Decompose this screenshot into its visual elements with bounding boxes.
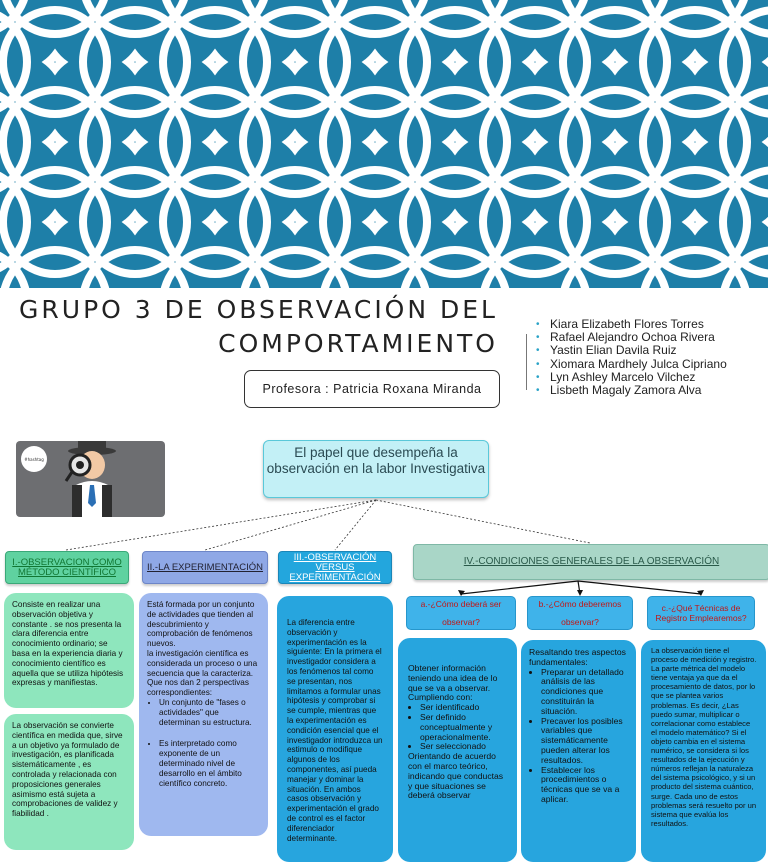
- list-item: • Ser identificado: [420, 703, 509, 713]
- professor-box: Profesora : Patricia Roxana Miranda: [244, 370, 500, 408]
- section-header-condiciones-generales: IV.-CONDICIONES GENERALES DE LA OBSERVACIÓN: [413, 544, 768, 580]
- list-item: • Ser definido conceptualmente y operacionalmente.: [420, 713, 509, 742]
- experimentacion-list: [147, 698, 260, 788]
- section-header-observacion-vs-experimentacion: III.-OBSERVACIÓN VERSUS EXPERIMENTACIÓN: [278, 551, 392, 584]
- experimentacion-intro: Está formada por un conjunto de actividades que tienden al descubrimiento y comprobación de fenómenos nuevos.: [147, 600, 255, 649]
- list-item: • Precaver los posibles variables que sistemáticamente pueden alterar los resultados.: [541, 717, 628, 766]
- member-item: • Rafael Alejandro Ochoa Rivera: [536, 331, 727, 344]
- experimentacion-line-2: la investigación científica es considerada un proceso o una secuencia que la caracteriza.: [147, 648, 258, 678]
- content-box-como-deberemos: [521, 640, 636, 862]
- list-item: • Un conjunto de "fases o actividades" que determinan su estructura.: [159, 698, 260, 727]
- como-debera-intro: Obtener información teniendo una idea de lo que se va a observar. Cumpliendo con:: [408, 663, 498, 703]
- member-item: • Lisbeth Magaly Zamora Alva: [536, 384, 727, 397]
- member-item: • Kiara Elizabeth Flores Torres: [536, 318, 727, 331]
- content-box-como-debera-ser: [398, 638, 517, 862]
- title-line-1: GRUPO 3 DE OBSERVACIÓN DEL: [19, 295, 498, 324]
- como-debera-list: [408, 703, 509, 752]
- subquestion-tecnicas-registro: c.-¿Qué Técnicas de Registro Emplearemos?: [647, 596, 755, 630]
- content-box-experimentacion: [139, 593, 268, 836]
- title-line-2: COMPORTAMIENTO: [218, 329, 498, 358]
- experimentacion-line-3: Que nos dan 2 perspectivas correspondientes:: [147, 678, 249, 698]
- central-concept-node: El papel que desempeña la observación en la labor Investigativa: [263, 440, 489, 498]
- content-box-observacion-2: La observación se convierte científica en medida que, sirve a un objetivo ya formulado de investigación, es planificada sistemáticamente , es controlada y relacionada con proposiciones generales asimismo está sujeta a comprobaciones de validez y fiabilidad .: [4, 714, 134, 850]
- member-item: • Yastin Elian Davila Ruiz: [536, 344, 727, 357]
- como-deberemos-intro: Resaltando tres aspectos fundamentales:: [529, 647, 626, 667]
- section-header-observacion-metodo: I.-OBSERVACION COMO MÉTODO CIENTÍFICO: [5, 551, 129, 584]
- section-header-experimentacion: II.-LA EXPERIMENTACIÓN: [142, 551, 268, 584]
- member-item: • Lyn Ashley Marcelo Vilchez: [536, 371, 727, 384]
- subquestion-como-debera-ser: a.-¿Cómo deberá ser observar?: [406, 596, 516, 630]
- hashtag-text: #hashtag: [24, 457, 44, 462]
- content-box-versus: La diferencia entre observación y experimentación es la siguiente: En la primera el investigador considera a los fenómenos tal como se presentan, nos limitamos a formular unas hipótesis y comprobar si se cumple, mientras que la experimentación es condición esencial que el investigador introduzca un estimulo o modifique algunos de los componentes, así pueda manejar y dominar la situación. En ambos casos observación y experimentación el grado de control es el factor diferenciador determinante.: [277, 596, 393, 862]
- list-item: • Establecer los procedimientos o técnicas que se va a aplicar.: [541, 766, 628, 805]
- list-item: • Preparar un detallado análisis de las condiciones que constituirán la situación.: [541, 668, 628, 717]
- como-debera-outro: Orientando de acuerdo con el marco teórico, indicando que conductas y que situaciones se deberá observar: [408, 751, 504, 801]
- list-item: • Ser seleccionado: [420, 742, 509, 752]
- content-box-observacion-1: Consiste en realizar una observación objetiva y constante . se nos presenta la clara diferencia entre conocimiento ordinario; se basa en la experiencia diaria y conocimiento científico es aquella que se utiliza hipótesis expresas y manifiestas.: [4, 593, 134, 708]
- member-item: • Xiomara Mardhely Julca Cipriano: [536, 358, 727, 371]
- list-item: • Es interpretado como exponente de un determinado nivel de desarrollo en el ámbito científico concreto.: [159, 739, 260, 788]
- como-deberemos-list: [529, 668, 628, 805]
- content-box-tecnicas-registro: La observación tiene el proceso de medición y registro. La parte métrica del modelo tiene ventaja ya que da el procesamiento de datos, por lo que se plantea varios problemas. Es decir, ¿Las puedo sumar, multiplicar o correlacionar como establece el modelo matemático? Si el objeto cambia en el sistema numérico, se considera si los resultados de la ejecución y números reflejan la naturaleza del sistema psicológico, y si un producto del sistema cuántico, surge. Cada uno de estos problemas será resuelto por un sistema que evalúa los resultados.: [641, 640, 766, 862]
- subquestion-como-deberemos: b.-¿Cómo deberemos observar?: [527, 596, 633, 630]
